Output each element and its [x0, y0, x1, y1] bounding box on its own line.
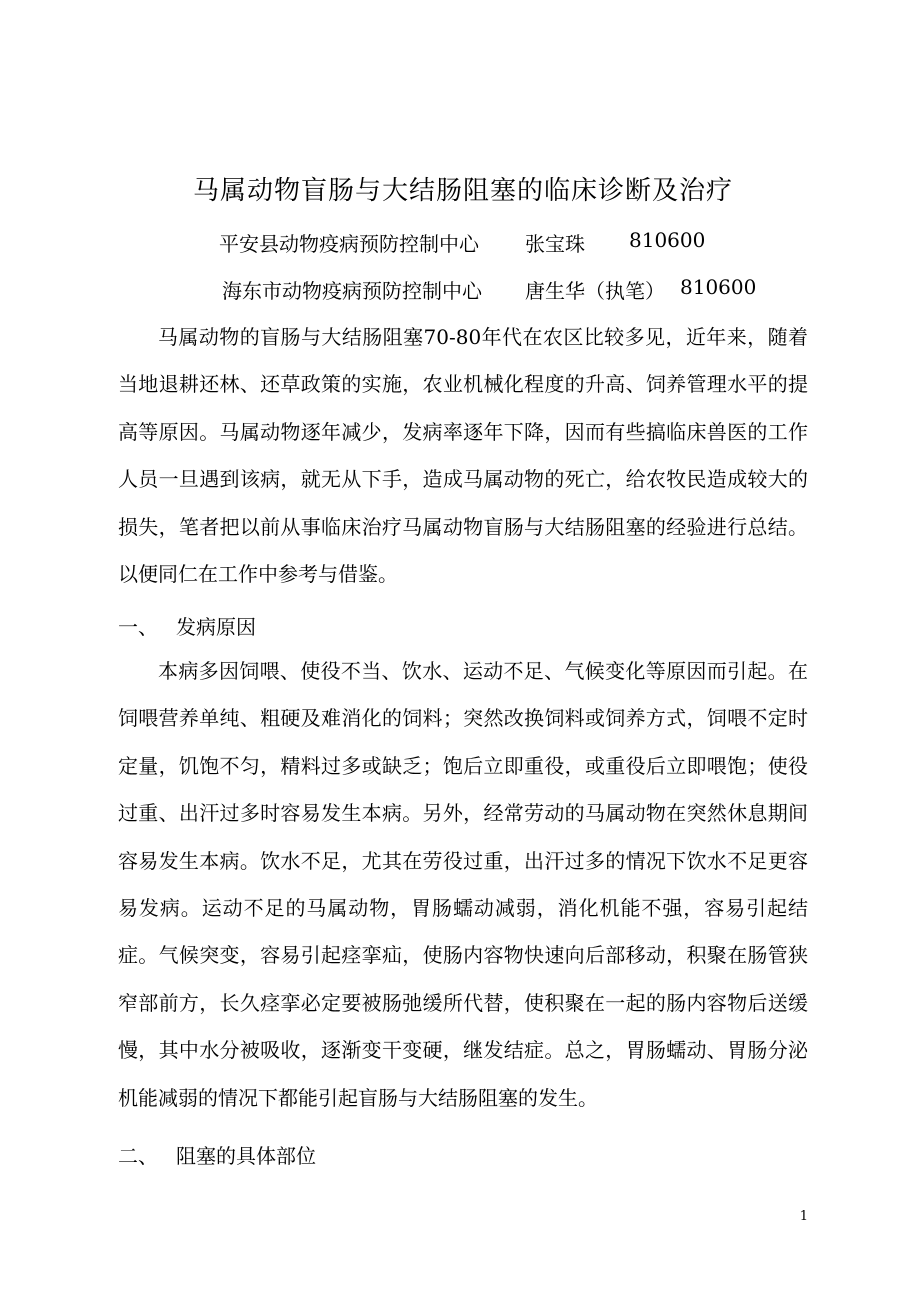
page-number: 1: [799, 1209, 808, 1224]
author-name: 唐生华（执笔）: [525, 279, 665, 303]
section-title: 发病原因: [176, 615, 256, 639]
author-postcode: 810600: [629, 228, 706, 252]
section-number: 二、: [118, 1144, 158, 1168]
section-1-paragraph: 本病多因饲喂、使役不当、饮水、运动不足、气候变化等原因而引起。在饲喂营养单纯、粗硬及难消化的饲料；突然改换饲料或饲养方式，饲喂不定时定量，饥饱不匀，精料过多或缺乏；饱后立即重役，或重役后立即喂饱；使役过重、出汗过多时容易发生本病。另外，经常劳动的马属动物在突然休息期间容易发生本病。饮水不足，尤其在劳役过重，出汗过多的情况下饮水不足更容易发病。运动不足的马属动物，胃肠蠕动减弱，消化机能不强，容易引起结症。气候突变，容易引起痉挛疝，使肠内容物快速向后部移动，积聚在肠管狭窄部前方，长久痉挛必定要被肠弛缓所代替，使积聚在一起的肠内容物后送缓慢，其中水分被吸收，逐渐变干变硬，继发结症。总之，胃肠蠕动、胃肠分泌机能减弱的情况下都能引起盲肠与大结肠阻塞的发生。: [118, 659, 808, 1110]
section-title: 阻塞的具体部位: [176, 1144, 316, 1168]
section-heading-1: [118, 611, 256, 640]
author-org: 海东市动物疫病预防控制中心: [222, 279, 482, 303]
intro-paragraph: 马属动物的盲肠与大结肠阻塞70-80年代在农区比较多见，近年来，随着当地退耕还林、还草政策的实施，农业机械化程度的升高、饲养管理水平的提高等原因。马属动物逐年减少，发病率逐年下降，因而有些搞临床兽医的工作人员一旦遇到该病，就无从下手，造成马属动物的死亡，给农牧民造成较大的损失，笔者把以前从事临床治疗马属动物盲肠与大结肠阻塞的经验进行总结。以便同仁在工作中参考与借鉴。: [118, 325, 808, 587]
section-heading-2: [118, 1140, 316, 1169]
author-name: 张宝珠: [525, 232, 585, 256]
section-1-body-block: [118, 648, 808, 1122]
intro-paragraph-block: [118, 314, 808, 598]
author-line-1: [0, 228, 920, 254]
author-org: 平安县动物疫病预防控制中心: [219, 232, 479, 256]
document-title: 马属动物盲肠与大结肠阻塞的临床诊断及治疗: [192, 176, 733, 206]
section-number: 一、: [118, 615, 158, 639]
author-postcode: 810600: [680, 275, 757, 299]
author-line-2: [0, 275, 920, 301]
